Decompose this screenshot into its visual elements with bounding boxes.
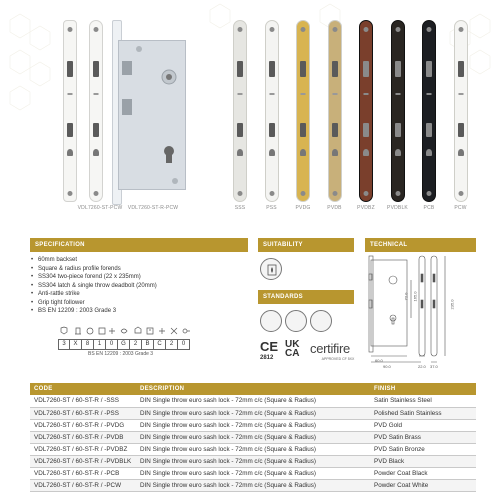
suitability-header: SUITABILITY bbox=[258, 238, 354, 252]
finish-plate-pvdbz bbox=[359, 20, 373, 202]
cycles-icon bbox=[87, 328, 93, 334]
code-cell: VDL7260-ST / 60-ST-R / -PSS bbox=[30, 407, 136, 419]
ukca-mark: UK CA bbox=[285, 339, 300, 359]
spec-item: • Anti-rattle strike bbox=[30, 290, 245, 299]
finish-label-pss: PSS bbox=[266, 205, 277, 211]
table-row bbox=[30, 395, 476, 407]
code-cell: VDL7260-ST / 60-ST-R / -PVDBZ bbox=[30, 443, 136, 455]
finish-plate-pvdb bbox=[328, 20, 342, 202]
grade-box: 0 bbox=[106, 339, 118, 350]
spec-item: • 60mm backset bbox=[30, 256, 245, 265]
spec-item: • SS304 two-piece forend (22 x 235mm) bbox=[30, 273, 245, 282]
ce-number: 2812 bbox=[260, 355, 274, 361]
finish-cell: PVD Satin Bronze bbox=[370, 443, 476, 455]
description-cell: DIN Single throw euro sash lock - 72mm c/c (Square & Radius) bbox=[136, 431, 370, 443]
finish-plate-sss bbox=[233, 20, 247, 202]
code-cell: VDL7260-ST / 60-ST-R / -SSS bbox=[30, 395, 136, 407]
dim-case-height: 165.0 bbox=[412, 291, 418, 302]
code-cell: VDL7260-ST / 60-ST-R / -PVDBLK bbox=[30, 455, 136, 467]
front-label-pcw: VDL7260-ST-PCW bbox=[77, 205, 123, 211]
description-cell: DIN Single throw euro sash lock - 72mm c/c (Square & Radius) bbox=[136, 443, 370, 455]
finish-cell: PVD Satin Brass bbox=[370, 431, 476, 443]
lock-case-body bbox=[118, 40, 186, 190]
table-row bbox=[30, 419, 476, 431]
finish-label-pvdg: PVDG bbox=[295, 205, 311, 211]
table-row bbox=[30, 443, 476, 455]
finish-cell: Powder Coat Black bbox=[370, 467, 476, 479]
description-cell: DIN Single throw euro sash lock - 72mm c/c (Square & Radius) bbox=[136, 407, 370, 419]
standard-badge-3-icon bbox=[310, 310, 332, 332]
grade-box: 8 bbox=[82, 339, 94, 350]
spec-item: • SS304 latch & single throw deadbolt (20mm) bbox=[30, 282, 245, 291]
ce-mark: CE bbox=[260, 339, 279, 354]
certifire-approval: APPROVED CF 5XX bbox=[321, 357, 355, 361]
dim-width-c: 37.0 bbox=[430, 364, 438, 369]
code-cell: VDL7260-ST / 60-ST-R / -PVDB bbox=[30, 431, 136, 443]
dim-width-b: 22.0 bbox=[418, 364, 426, 369]
spec-item: • Square & radius profile forends bbox=[30, 265, 245, 274]
finish-plate-pss bbox=[265, 20, 279, 202]
spec-item: • Grip tight follower bbox=[30, 299, 245, 308]
grade-box: X bbox=[70, 339, 82, 350]
key-type-icon bbox=[183, 329, 190, 333]
grade-pictogram-row bbox=[58, 326, 190, 337]
column-header-finish: FINISH bbox=[370, 383, 476, 395]
security-icon bbox=[147, 328, 153, 334]
finish-label-pvdb: PVDB bbox=[327, 205, 342, 211]
finish-label-sss: SSS bbox=[234, 205, 246, 211]
technical-header: TECHNICAL bbox=[365, 238, 476, 252]
table-row bbox=[30, 431, 476, 443]
usage-icon bbox=[61, 327, 67, 334]
finish-label-pvdbz: PVDBZ bbox=[357, 205, 375, 211]
dim-height: 235.0 bbox=[449, 299, 455, 310]
description-cell: DIN Single throw euro sash lock - 72mm c/c (Square & Radius) bbox=[136, 479, 370, 491]
dim-centres: 72.0 bbox=[403, 292, 409, 301]
finish-cell: Powder Coat White bbox=[370, 479, 476, 491]
spec-item: • BS EN 12209 : 2003 Grade 3 bbox=[30, 307, 245, 316]
table-row bbox=[30, 479, 476, 491]
finish-plate-pvdg bbox=[296, 20, 310, 202]
finish-label-pcw: PCW bbox=[454, 205, 467, 211]
table-header-row bbox=[30, 383, 476, 395]
field-icon bbox=[159, 328, 165, 334]
finish-cell: PVD Gold bbox=[370, 419, 476, 431]
finish-plate-pcw bbox=[454, 20, 468, 202]
grade-box: G bbox=[118, 339, 130, 350]
dim-backset: 60.0 bbox=[375, 358, 383, 363]
technical-drawing bbox=[365, 252, 475, 372]
lock-forend-square bbox=[63, 20, 77, 202]
finish-cell: PVD Black bbox=[370, 455, 476, 467]
key-icon bbox=[171, 328, 177, 334]
fire-icon bbox=[109, 328, 115, 334]
finish-plate-pvdblk bbox=[391, 20, 405, 202]
table-row bbox=[30, 467, 476, 479]
grade-box: 2 bbox=[130, 339, 142, 350]
specification-list bbox=[30, 256, 245, 316]
column-header-description: DESCRIPTION bbox=[136, 383, 370, 395]
finish-label-pvdblk: PVDBLK bbox=[387, 205, 408, 211]
mass-icon bbox=[99, 328, 105, 334]
grade-box: 3 bbox=[58, 339, 70, 350]
standards-header: STANDARDS bbox=[258, 290, 354, 304]
standard-badge-1-icon bbox=[260, 310, 282, 332]
description-cell: DIN Single throw euro sash lock - 72mm c/c (Square & Radius) bbox=[136, 467, 370, 479]
description-cell: DIN Single throw euro sash lock - 72mm c/c (Square & Radius) bbox=[136, 419, 370, 431]
grade-box: 0 bbox=[178, 339, 190, 350]
product-code-table bbox=[30, 383, 476, 492]
corrosion-icon bbox=[135, 327, 141, 333]
dim-width-a: 90.0 bbox=[383, 364, 391, 369]
finish-label-pcb: PCB bbox=[423, 205, 435, 211]
certifire-logo: certifire bbox=[310, 341, 350, 356]
specification-header: SPECIFICATION bbox=[30, 238, 248, 252]
description-cell: DIN Single throw euro sash lock - 72mm c/c (Square & Radius) bbox=[136, 455, 370, 467]
fire-door-suitability-icon bbox=[260, 258, 282, 280]
grade-box: 2 bbox=[166, 339, 178, 350]
table-row bbox=[30, 407, 476, 419]
safety-icon bbox=[121, 329, 127, 333]
code-cell: VDL7260-ST / 60-ST-R / -PCB bbox=[30, 467, 136, 479]
grade-box: B bbox=[142, 339, 154, 350]
grade-caption: BS EN 12209 : 2003 Grade 3 bbox=[88, 351, 154, 357]
grade-box: C bbox=[154, 339, 166, 350]
description-cell: DIN Single throw euro sash lock - 72mm c/c (Square & Radius) bbox=[136, 395, 370, 407]
code-cell: VDL7260-ST / 60-ST-R / -PVDG bbox=[30, 419, 136, 431]
finish-plate-pcb bbox=[422, 20, 436, 202]
lock-forend-radius bbox=[89, 20, 103, 202]
finish-cell: Satin Stainless Steel bbox=[370, 395, 476, 407]
finish-cell: Polished Satin Stainless bbox=[370, 407, 476, 419]
grade-box: 1 bbox=[94, 339, 106, 350]
code-cell: VDL7260-ST / 60-ST-R / -PCW bbox=[30, 479, 136, 491]
table-row bbox=[30, 455, 476, 467]
standard-badge-2-icon bbox=[285, 310, 307, 332]
door-icon bbox=[75, 328, 81, 334]
front-label-r-pcw: VDL7260-ST-R-PCW bbox=[127, 205, 179, 211]
column-header-code: CODE bbox=[30, 383, 136, 395]
